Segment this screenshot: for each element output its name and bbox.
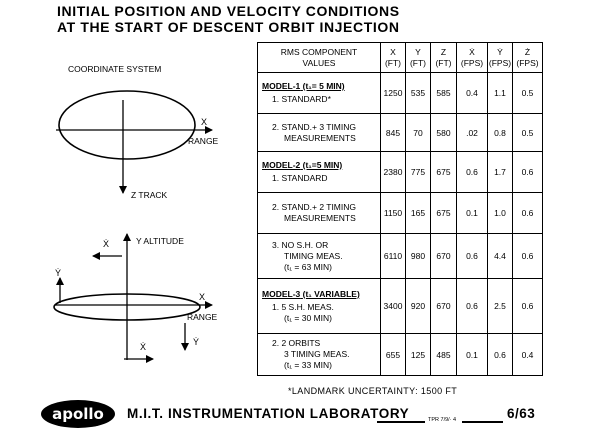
- header-ydot: Ẏ (FPS): [488, 43, 513, 73]
- row-description-line: 3 TIMING MEAS.: [284, 349, 350, 359]
- model-heading: [262, 160, 342, 171]
- value-cell: 0.6: [457, 234, 488, 279]
- y-altitude-label: Y ALTITUDE: [136, 236, 184, 246]
- coordinate-system-diagram: [56, 64, 219, 200]
- ydot-label-down: Ẏ: [193, 337, 200, 347]
- value-cell: 485: [431, 334, 457, 376]
- value-cell: 0.5: [513, 73, 543, 114]
- lab-name: M.I.T. INSTRUMENTATION LABORATORY: [127, 406, 410, 421]
- value-cell: 0.6: [457, 152, 488, 193]
- model-name: MODEL-1: [262, 81, 301, 91]
- value-cell: 675: [431, 152, 457, 193]
- model-condition: (t₁ VARIABLE): [302, 288, 360, 299]
- value-cell: 2380: [381, 152, 406, 193]
- value-cell: 0.6: [513, 193, 543, 234]
- model-condition: (t₁=5 MIN): [302, 160, 343, 170]
- value-cell: .02: [457, 114, 488, 152]
- model-name: MODEL-2: [262, 160, 301, 170]
- range-label-bottom: RANGE: [187, 312, 218, 322]
- value-cell: 1150: [381, 193, 406, 234]
- rms-values-table: [257, 42, 543, 376]
- value-cell: 125: [406, 334, 431, 376]
- model-heading: [262, 81, 345, 92]
- value-cell: 920: [406, 279, 431, 334]
- value-cell: 845: [381, 114, 406, 152]
- orbit-ellipse-top: [59, 91, 195, 159]
- document-code: TPR 7/9/· 4: [428, 417, 457, 423]
- table-row: [258, 234, 543, 279]
- header-zdot: Ż (FPS): [513, 43, 543, 73]
- header-xdot: Ẋ (FPS): [457, 43, 488, 73]
- value-cell: 1250: [381, 73, 406, 114]
- value-cell: 0.6: [513, 152, 543, 193]
- value-cell: 980: [406, 234, 431, 279]
- table-row: [258, 73, 543, 114]
- value-cell: 70: [406, 114, 431, 152]
- row-description-line: 2. STAND.+ 3 TIMING: [272, 121, 356, 132]
- value-cell: 6110: [381, 234, 406, 279]
- row-description-line: 3. NO S.H. OR: [272, 239, 329, 250]
- footnote-landmark-uncertainty: *LANDMARK UNCERTAINTY: 1500 FT: [288, 386, 458, 396]
- model-heading: [262, 289, 360, 300]
- value-cell: 0.1: [457, 334, 488, 376]
- xdot-label-bottom: Ẋ: [140, 342, 147, 352]
- ydot-label-left: Ẏ: [55, 268, 62, 278]
- table-row: [258, 334, 543, 376]
- value-cell: 670: [431, 234, 457, 279]
- value-cell: 775: [406, 152, 431, 193]
- footer-rule: [377, 421, 425, 423]
- value-cell: 675: [431, 193, 457, 234]
- table-row: [258, 152, 543, 193]
- value-cell: 0.6: [513, 234, 543, 279]
- value-cell: 655: [381, 334, 406, 376]
- value-cell: 3400: [381, 279, 406, 334]
- value-cell: 670: [431, 279, 457, 334]
- value-cell: 165: [406, 193, 431, 234]
- title-line-1: INITIAL POSITION AND VELOCITY CONDITIONS: [57, 3, 400, 19]
- header-y: Y (FT): [406, 43, 431, 73]
- header-rms-component: RMS COMPONENT VALUES: [258, 43, 381, 73]
- apollo-logo: apollo: [41, 400, 115, 428]
- table-header-row: [258, 43, 543, 73]
- row-description-line: 1. STANDARD: [272, 173, 328, 183]
- table-row: [258, 193, 543, 234]
- row-description-line: (t₁ = 30 MIN): [284, 312, 332, 323]
- table-row: [258, 114, 543, 152]
- table-row: [258, 279, 543, 334]
- value-cell: 1.1: [488, 73, 513, 114]
- row-description: [258, 114, 381, 152]
- model-name: MODEL-3: [262, 288, 301, 299]
- title-line-2: AT THE START OF DESCENT ORBIT INJECTION: [57, 19, 400, 35]
- x-axis-label-bottom: X: [199, 292, 206, 302]
- row-description-line: MEASUREMENTS: [284, 213, 356, 223]
- value-cell: 0.4: [457, 73, 488, 114]
- xdot-label-top: Ẋ: [103, 239, 110, 249]
- value-cell: 0.8: [488, 114, 513, 152]
- row-description: [258, 73, 381, 114]
- row-description: [258, 193, 381, 234]
- header-x: X (FT): [381, 43, 406, 73]
- z-track-label: Z TRACK: [131, 190, 168, 200]
- row-description-line: 1. STANDARD*: [272, 94, 331, 104]
- page-number: 6/63: [507, 406, 536, 421]
- row-description: [258, 334, 381, 376]
- value-cell: 0.1: [457, 193, 488, 234]
- value-cell: 4.4: [488, 234, 513, 279]
- value-cell: 0.6: [457, 279, 488, 334]
- row-description-line: (t₁ = 33 MIN): [284, 360, 332, 370]
- row-description: [258, 152, 381, 193]
- velocity-diagram: [54, 234, 218, 360]
- value-cell: 0.6: [488, 334, 513, 376]
- model-condition: (t₁= 5 MIN): [302, 81, 345, 91]
- value-cell: 0.6: [513, 279, 543, 334]
- row-description-line: 2. STAND.+ 2 TIMING: [272, 202, 356, 212]
- row-description-line: (t₁ = 63 MIN): [284, 261, 332, 272]
- value-cell: 535: [406, 73, 431, 114]
- value-cell: 2.5: [488, 279, 513, 334]
- value-cell: 0.5: [513, 114, 543, 152]
- value-cell: 585: [431, 73, 457, 114]
- x-axis-label-top: X: [201, 117, 208, 127]
- row-description: [258, 234, 381, 279]
- row-description: [258, 279, 381, 334]
- value-cell: 0.4: [513, 334, 543, 376]
- value-cell: 580: [431, 114, 457, 152]
- row-description-line: TIMING MEAS.: [284, 250, 343, 261]
- range-label-top: RANGE: [188, 136, 219, 146]
- header-z: Z (FT): [431, 43, 457, 73]
- row-description-line: 2. 2 ORBITS: [272, 338, 321, 348]
- row-description-line: 1. 5 S.H. MEAS.: [272, 301, 334, 312]
- value-cell: 1.0: [488, 193, 513, 234]
- coordinate-system-heading: COORDINATE SYSTEM: [68, 64, 162, 74]
- footer-rule-2: [462, 421, 503, 423]
- value-cell: 1.7: [488, 152, 513, 193]
- row-description-line: MEASUREMENTS: [284, 132, 356, 143]
